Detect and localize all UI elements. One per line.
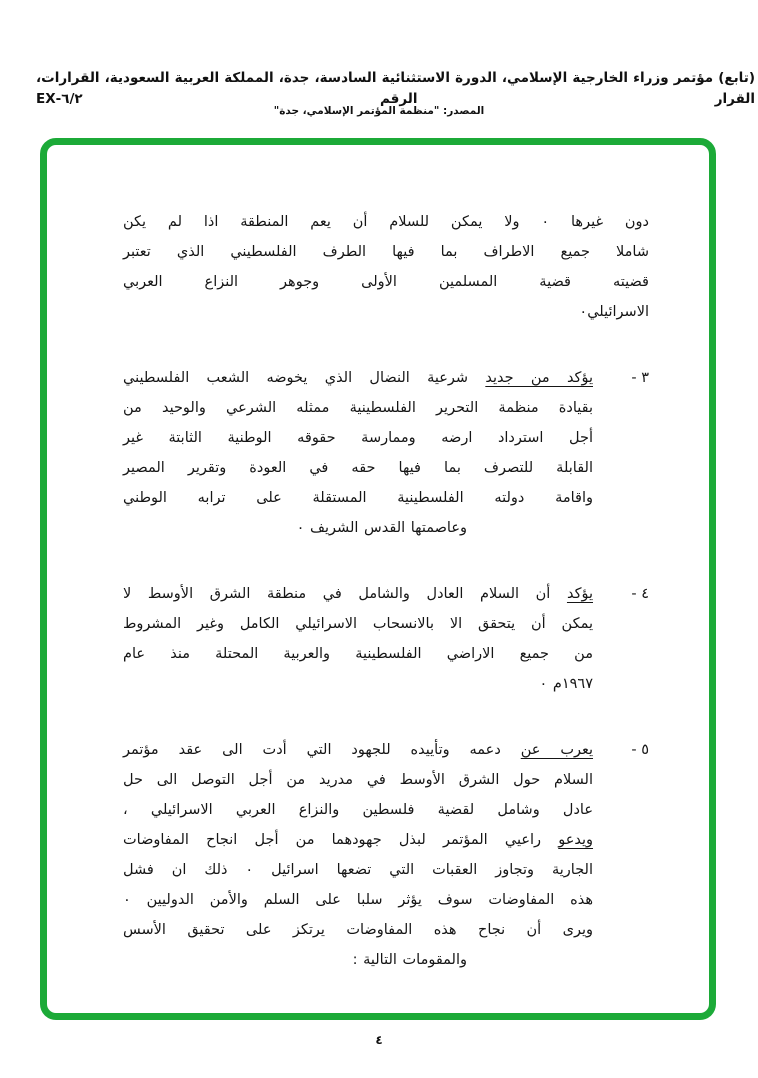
text-line: السلام حول الشرق الأوسط في مدريد من أجل التوصل الى حل <box>123 772 593 788</box>
text-line: وعاصمتها القدس الشريف ٠ <box>296 520 467 536</box>
text-line <box>123 735 593 765</box>
text-line: ويرى أن نجاح هذه المفاوضات يرتكز على تحقيق الأسس <box>123 922 593 938</box>
text-line: من جميع الاراضي الفلسطينية والعربية المحتلة منذ عام <box>123 646 593 662</box>
text-line: واقامة دولته الفلسطينية المستقلة على ترابه الوطني <box>123 490 593 506</box>
text-line <box>123 363 593 393</box>
text-line: عادل وشامل لقضية فلسطين والنزاع العربي الاسرائيلي ، <box>123 802 593 818</box>
document-header-title: (تابع) مؤتمر وزراء الخارجية الإسلامي، الدورة الاستثنائية السادسة، جدة، المملكة العربية السعودية، القرارات، القرار الرقم ٦/٢-EX <box>36 70 755 107</box>
line-rest: راعيي المؤتمر لبذل جهودهما من أجل انجاح المفاوضات <box>123 832 542 848</box>
item-number: ٣ - <box>631 370 649 386</box>
item-text <box>123 579 593 699</box>
underlined-phrase: ويدعو <box>558 832 594 848</box>
document-source-line: المصدر: "منظمة المؤتمر الإسلامي، جدة" <box>273 105 485 117</box>
line-rest: شرعية النضال الذي يخوضه الشعب الفلسطيني <box>123 370 469 386</box>
item-number: ٥ - <box>631 742 649 758</box>
item-text <box>123 735 593 975</box>
text-line: أجل استرداد ارضه وممارسة حقوقه الوطنية الثابتة غير <box>123 430 593 446</box>
green-border-frame <box>40 138 716 1020</box>
text-line: ١٩٦٧م ٠ <box>539 676 593 692</box>
text-line: قضيته قضية المسلمين الأولى وجوهر النزاع العربي <box>123 274 649 290</box>
line-rest: دعمه وتأييده للجهود التي أدت الى عقد مؤتمر <box>123 742 501 758</box>
text-line: بقيادة منظمة التحرير الفلسطينية ممثله الشرعي والوحيد من <box>123 400 593 416</box>
text-line: الجارية وتجاوز العقبات التي تضعها اسرائيل ٠ ذلك ان فشل <box>123 862 593 878</box>
underlined-phrase: يؤكد <box>566 586 593 602</box>
line-rest: أن السلام العادل والشامل في منطقة الشرق الأوسط لا <box>123 586 551 602</box>
resolution-item-5 <box>123 735 649 975</box>
underlined-phrase: يعرب عن <box>520 742 594 758</box>
item-text <box>123 363 593 543</box>
text-line <box>123 579 593 609</box>
text-line: هذه المفاوضات سوف يؤثر سلبا على السلم والأمن الدوليين ٠ <box>123 892 593 908</box>
text-line: دون غيرها ٠ ولا يمكن للسلام أن يعم المنطقة اذا لم يكن <box>123 214 649 230</box>
text-line: شاملا جميع الاطراف بما فيها الطرف الفلسطيني الذي تعتبر <box>123 244 649 260</box>
text-line: الاسرائيلي٠ <box>579 304 649 320</box>
underlined-phrase: يؤكد من جديد <box>485 370 593 386</box>
item-number: ٤ - <box>631 586 649 602</box>
text-line: والمقومات التالية : <box>352 952 467 968</box>
page-number: ٤ <box>375 1033 383 1047</box>
text-line <box>123 825 593 855</box>
text-line: يمكن أن يتحقق الا بالانسحاب الاسرائيلي الكامل وغير المشروط <box>123 616 593 632</box>
document-body <box>47 145 709 975</box>
resolution-item-4 <box>123 579 649 699</box>
resolution-item-3 <box>123 363 649 543</box>
intro-paragraph <box>123 207 649 327</box>
text-line: القابلة للتصرف بما فيها حقه في العودة وتقرير المصير <box>123 460 593 476</box>
